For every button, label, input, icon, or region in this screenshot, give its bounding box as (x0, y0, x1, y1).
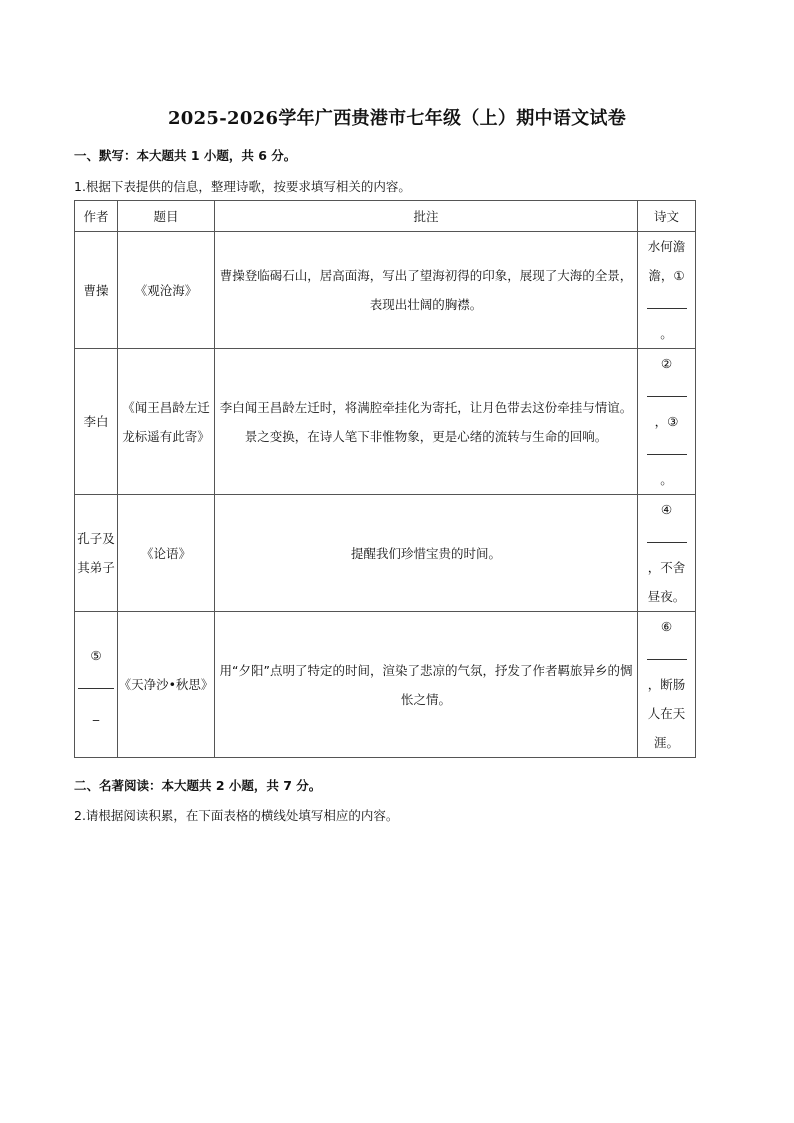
poem-table (74, 200, 696, 758)
blank-line-2[interactable] (647, 378, 687, 397)
header-title: 题目 (118, 201, 215, 232)
author-cell: 李白 (75, 349, 118, 495)
note-cell: 提醒我们珍惜宝贵的时间。 (215, 495, 638, 612)
poem-text: 涯。 (653, 735, 679, 750)
note-cell: 用“夕阳”点明了特定的时间，渲染了悲凉的气氛，抒发了作者羁旅异乡的惆怅之情。 (215, 612, 638, 758)
question-1-text: 1.根据下表提供的信息，整理诗歌，按要求填写相关的内容。 (74, 179, 411, 194)
poem-text: 水何澹 (647, 239, 686, 254)
header-note: 批注 (215, 201, 638, 232)
poem-cell (638, 349, 696, 495)
poem-text: 澹，① (648, 268, 685, 283)
title-cell: 《闻王昌龄左迁龙标遥有此寄》 (118, 349, 215, 495)
table-header-row (75, 201, 696, 232)
blank-line-3[interactable] (647, 436, 687, 455)
section-1-heading: 一、默写：本大题共 1 小题，共 6 分。 (74, 148, 297, 163)
poem-text: ② (660, 356, 673, 371)
poem-text: 人在天 (647, 706, 686, 721)
poem-text: 昼夜。 (647, 589, 686, 604)
title-cell: 《天净沙•秋思》 (118, 612, 215, 758)
note-cell: 曹操登临碣石山，居高面海，写出了望海初得的印象，展现了大海的全景，表现出壮阔的胸襟。 (215, 232, 638, 349)
header-author: 作者 (75, 201, 118, 232)
author-underscore: _ (92, 706, 100, 721)
section-2-heading: 二、名著阅读：本大题共 2 小题，共 7 分。 (74, 778, 322, 793)
table-row (75, 612, 696, 758)
title-cell: 《论语》 (118, 495, 215, 612)
poem-text: 。 (660, 472, 673, 487)
exam-title: 2025-2026学年广西贵港市七年级（上）期中语文试卷 (167, 108, 627, 129)
table-row (75, 232, 696, 349)
poem-text: ④ (660, 502, 673, 517)
poem-text: ，断肠 (647, 677, 686, 692)
blank-line-4[interactable] (647, 524, 687, 543)
poem-cell (638, 232, 696, 349)
author-cell: 曹操 (75, 232, 118, 349)
poem-text: ⑥ (660, 619, 673, 634)
blank-line-1[interactable] (647, 290, 687, 309)
author-cell (75, 612, 118, 758)
question-2-text: 2.请根据阅读积累，在下面表格的横线处填写相应的内容。 (74, 808, 399, 823)
poem-text: ，不舍 (647, 560, 686, 575)
table-row (75, 495, 696, 612)
author-cell: 孔子及其弟子 (75, 495, 118, 612)
table-row (75, 349, 696, 495)
poem-text: ，③ (654, 414, 679, 429)
poem-cell (638, 612, 696, 758)
blank-line-5[interactable] (78, 670, 114, 689)
author-marker: ⑤ (90, 648, 102, 663)
poem-cell (638, 495, 696, 612)
title-cell: 《观沧海》 (118, 232, 215, 349)
blank-line-6[interactable] (647, 641, 687, 660)
poem-text: 。 (660, 326, 673, 341)
note-cell: 李白闻王昌龄左迁时，将满腔牵挂化为寄托，让月色带去这份牵挂与情谊。景之变换，在诗人笔下非惟物象，更是心绪的流转与生命的回响。 (215, 349, 638, 495)
header-poem: 诗文 (638, 201, 696, 232)
